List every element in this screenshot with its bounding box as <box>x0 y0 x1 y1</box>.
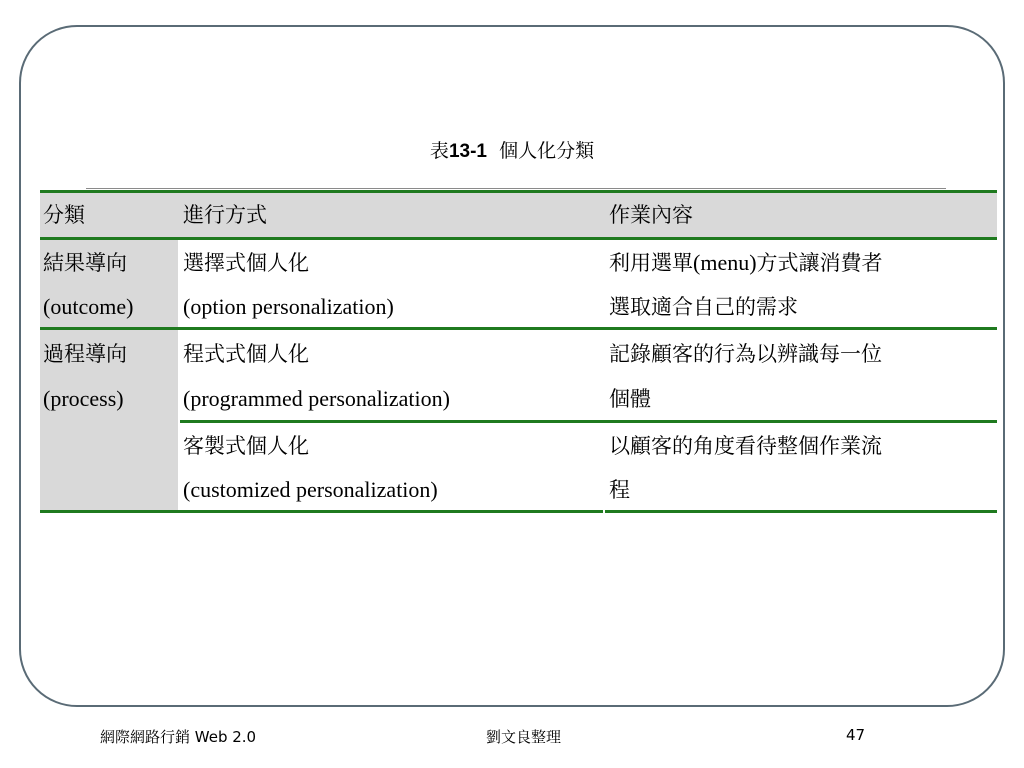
row1-bottom-border <box>40 327 997 330</box>
table-title-prefix: 表 <box>429 140 449 162</box>
header-method: 進行方式 <box>183 203 267 227</box>
header-content: 作業內容 <box>609 203 693 227</box>
row1-category-zh: 結果導向 <box>43 251 127 275</box>
row2-category-zh: 過程導向 <box>43 342 127 366</box>
table-bottom-border <box>40 510 997 513</box>
row3-method-en: (customized personalization) <box>183 477 438 502</box>
header-category: 分類 <box>43 203 85 227</box>
table-top-rule <box>86 188 946 189</box>
table-title-text: 個人化分類 <box>499 140 595 162</box>
row2-content-line1: 記錄顧客的行為以辨識每一位 <box>609 342 882 366</box>
row3-content-line1: 以顧客的角度看待整個作業流 <box>609 434 882 458</box>
row1-method-en: (option personalization) <box>183 294 394 319</box>
row2-category-en: (process) <box>43 386 124 411</box>
row2-method-en: (programmed personalization) <box>183 386 450 411</box>
row1-content-line2: 選取適合自己的需求 <box>609 295 798 319</box>
table-bottom-gap <box>603 510 605 516</box>
row3-content-line2: 程 <box>609 478 630 502</box>
footer-page-number: 47 <box>846 726 866 744</box>
row1-content-line1: 利用選單(menu)方式讓消費者 <box>609 250 883 275</box>
row2-method-zh: 程式式個人化 <box>183 342 309 366</box>
row1-method-zh: 選擇式個人化 <box>183 251 309 275</box>
row3-method-zh: 客製式個人化 <box>183 434 309 458</box>
row2-content-line2: 個體 <box>609 387 651 411</box>
table-title <box>0 136 1024 163</box>
row1-category-en: (outcome) <box>43 294 134 319</box>
table-title-number: 13-1 <box>448 141 487 162</box>
footer-course: 網際網路行銷 Web 2.0 <box>100 728 257 746</box>
footer-author: 劉文良整理 <box>486 728 562 746</box>
